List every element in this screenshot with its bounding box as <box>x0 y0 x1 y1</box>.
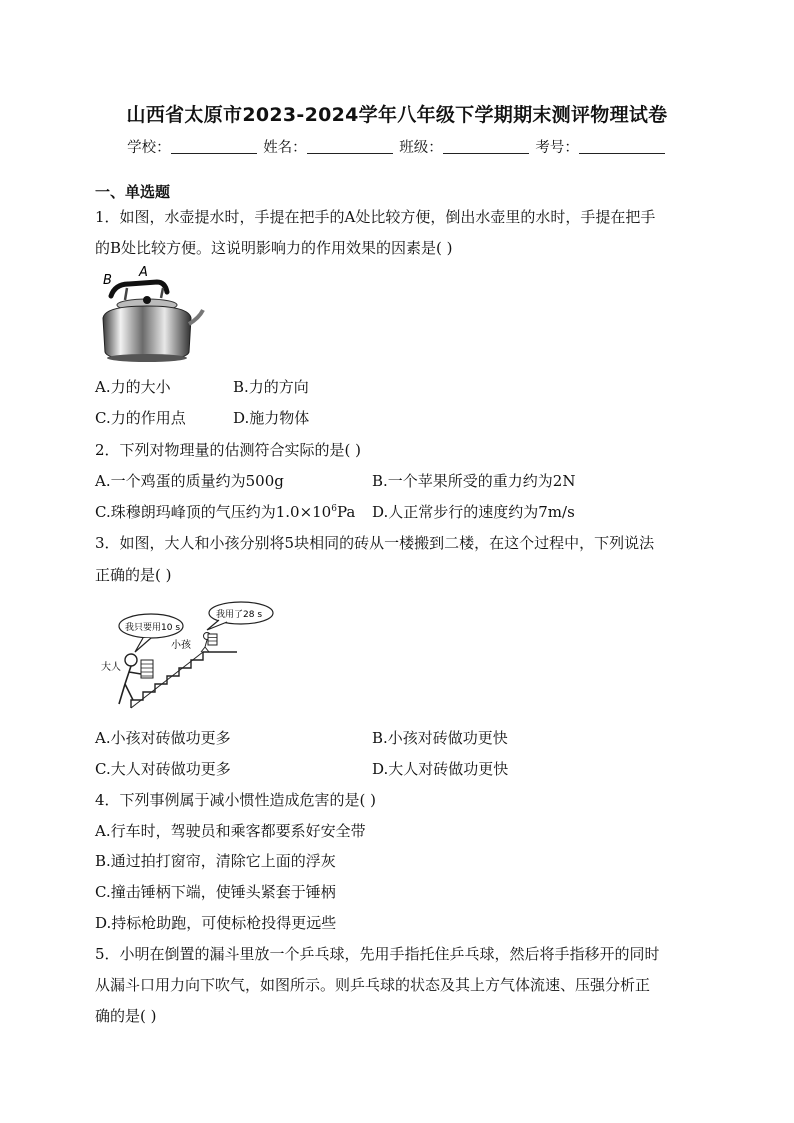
q5-stem-line2: 从漏斗口用力向下吹气，如图所示。则乒乓球的状态及其上方气体流速、压强分析正 <box>95 976 651 994</box>
q4-stem: 4．下列事例属于减小惯性造成危害的是( ) <box>95 791 377 809</box>
page-title: 山西省太原市2023-2024学年八年级下学期期末测评物理试卷 <box>126 104 668 126</box>
q2-option-c-text: C.珠穆朗玛峰顶的气压约为1.0×10 <box>95 503 332 521</box>
q1-stem-line2: 的B处比较方便。这说明影响力的作用效果的因素是( ) <box>95 239 453 257</box>
q2-stem: 2．下列对物理量的估测符合实际的是( ) <box>95 441 362 459</box>
q2-option-a[interactable]: A.一个鸡蛋的质量约为500g <box>95 472 284 490</box>
q3-option-d[interactable]: D.大人对砖做功更快 <box>372 760 509 778</box>
q4-option-d[interactable]: D.持标枪助跑，可使标枪投得更远些 <box>95 914 337 932</box>
q3-option-c[interactable]: C.大人对砖做功更多 <box>95 760 231 778</box>
q2-option-d[interactable]: D.人正常步行的速度约为7m/s <box>372 503 575 521</box>
q3-stem-line2: 正确的是( ) <box>95 566 172 584</box>
q4-option-c[interactable]: C.撞击锤柄下端，使锤头紧套于锤柄 <box>95 883 336 901</box>
class-blank[interactable] <box>443 139 529 154</box>
bubble-child-text: 我用了28 s <box>216 610 263 620</box>
name-label: 姓名： <box>263 140 307 156</box>
id-blank[interactable] <box>579 139 665 154</box>
section-heading: 一、单选题 <box>95 183 171 201</box>
label-child: 小孩 <box>171 640 191 651</box>
q4-option-b[interactable]: B.通过拍打窗帘，清除它上面的浮灰 <box>95 852 336 870</box>
id-label: 考号： <box>535 140 579 156</box>
kettle-label-a: A <box>139 265 148 280</box>
q3-option-b[interactable]: B.小孩对砖做功更快 <box>372 729 508 747</box>
school-blank[interactable] <box>171 139 257 154</box>
q1-option-b[interactable]: B.力的方向 <box>233 378 309 396</box>
school-label: 学校： <box>127 140 171 156</box>
q2-option-c-exponent: 6 <box>331 504 337 514</box>
bubble-adult-text: 我只要用10 s <box>125 623 181 633</box>
q1-option-a[interactable]: A.力的大小 <box>95 378 171 396</box>
q2-option-c-unit: Pa <box>336 503 356 521</box>
q1-option-d[interactable]: D.施力物体 <box>233 409 310 427</box>
q2-option-b[interactable]: B.一个苹果所受的重力约为2N <box>372 472 576 490</box>
q5-stem-line1: 5．小明在倒置的漏斗里放一个乒乓球，先用手指托住乒乓球，然后将手指移开的同时 <box>95 945 660 963</box>
kettle-label-b: B <box>103 273 112 288</box>
q5-stem-line3: 确的是( ) <box>95 1007 157 1025</box>
label-adult: 大人 <box>101 662 121 673</box>
q1-option-c[interactable]: C.力的作用点 <box>95 409 186 427</box>
q2-option-c[interactable] <box>95 501 355 522</box>
q3-stem-line1: 3．如图，大人和小孩分别将5块相同的砖从一楼搬到二楼，在这个过程中，下列说法 <box>95 534 655 552</box>
student-info-line <box>0 136 794 157</box>
name-blank[interactable] <box>307 139 393 154</box>
q4-option-a[interactable]: A.行车时，驾驶员和乘客都要系好安全带 <box>95 822 366 840</box>
q3-option-a[interactable]: A.小孩对砖做功更多 <box>95 729 231 747</box>
stairs-figure <box>95 600 285 712</box>
kettle-figure <box>95 262 205 366</box>
q1-stem-line1: 1．如图，水壶提水时，手提在把手的A处比较方便，倒出水壶里的水时，手提在把手 <box>95 208 656 226</box>
class-label: 班级： <box>399 140 443 156</box>
